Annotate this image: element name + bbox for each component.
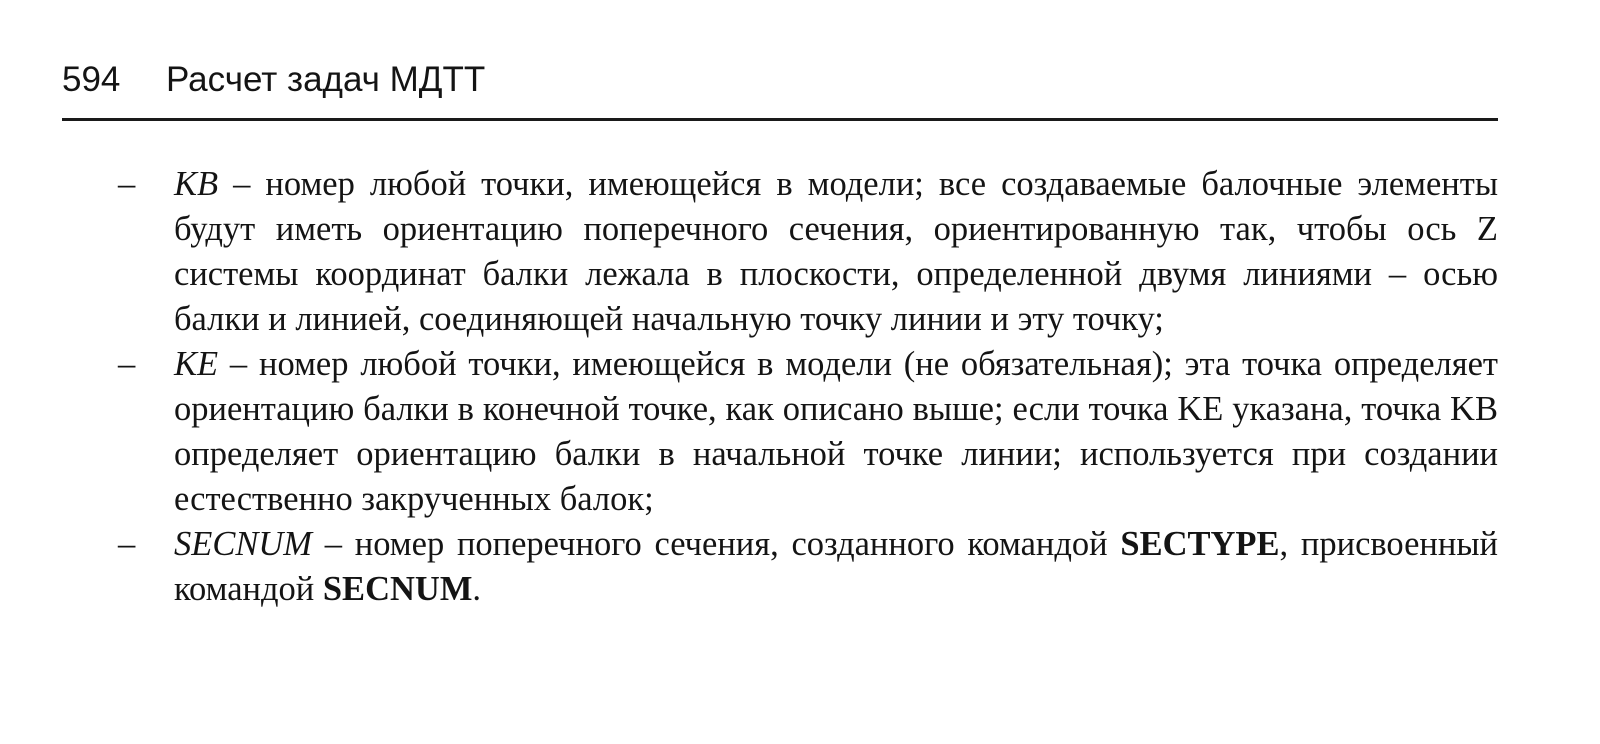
running-title: Расчет задач МДТТ [166, 60, 486, 99]
list-item-secnum [118, 522, 1498, 612]
list-bullet: – [118, 525, 136, 563]
page-header [62, 58, 485, 102]
parameter-description: – номер любой точки, имеющейся в модели; все создаваемые балочные элементы будут иметь ориентацию поперечного сечения, ориентированную так, чтобы ось Z системы координат балки лежала в плоскости, определенной двумя линиями – осью балки и линией, соединяющей начальную точку линии и эту точку; [174, 165, 1498, 338]
command-name: SECTYPE [1120, 525, 1280, 563]
header-rule [62, 118, 1498, 121]
list-item-kb [118, 162, 1498, 342]
parameter-term: KE [174, 345, 219, 383]
page-number: 594 [62, 60, 121, 99]
parameter-description: – номер любой точки, имеющейся в модели (не обязательная); эта точка определяет ориентацию балки в конечной точке, как описано выше; если точка KE указана, точка KB определяет ориентацию балки в начальной точке линии; используется при создании естественно закрученных балок; [174, 345, 1498, 518]
list-bullet: – [118, 165, 136, 203]
parameter-list [0, 162, 1600, 612]
parameter-term: KB [174, 165, 219, 203]
sentence-end: . [472, 570, 482, 608]
parameter-description: – номер поперечного сечения, созданного командой [312, 525, 1121, 563]
command-name: SECNUM [322, 570, 473, 608]
parameter-term: SECNUM [174, 525, 312, 563]
parameter-description: , присвоенный командой [174, 525, 1498, 608]
list-bullet: – [118, 345, 136, 383]
list-item-ke [118, 342, 1498, 522]
